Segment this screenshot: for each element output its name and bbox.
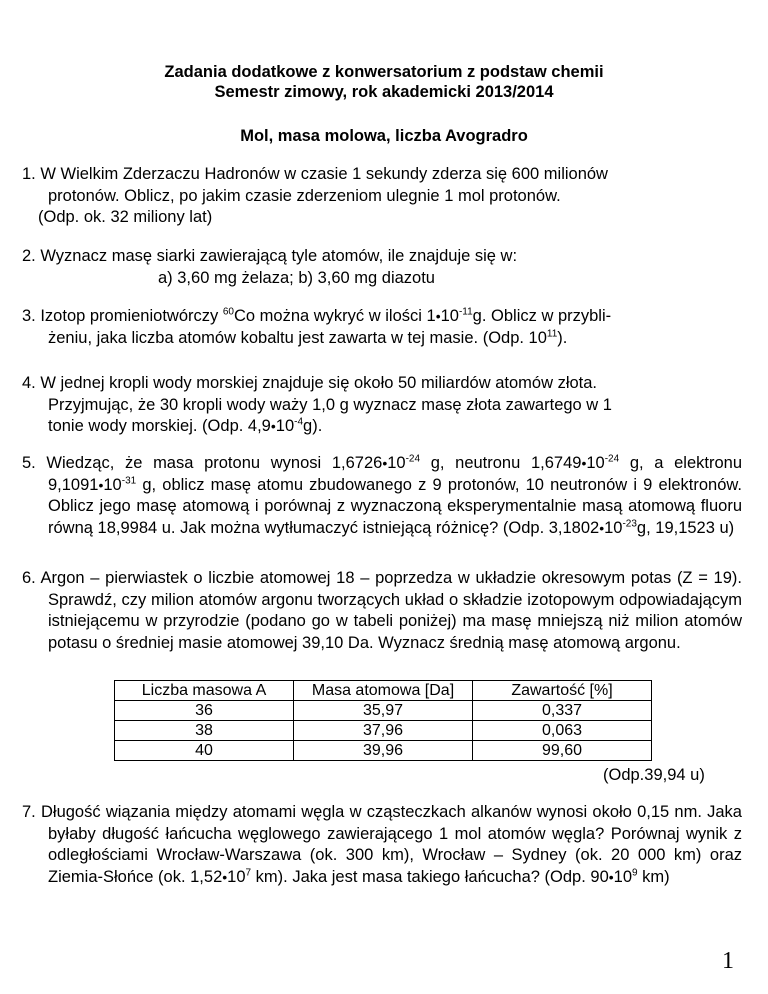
page-number: 1 [722,948,734,974]
task-3-line-2: żeniu, jaka liczba atomów kobaltu jest zawarta w tej masie. (Odp. $10^{11}$). [48,328,568,347]
task-2-line-2: a) 3,60 mg żelaza; b) 3,60 mg diazotu [158,268,435,287]
task-4-line-3: tonie wody morskiej. (Odp. $4,9•10^{-4}g$). [48,416,323,435]
table-row [115,741,652,761]
task-1-line-1: 1. W Wielkim Zderzaczu Hadronów w czasie 1 sekundy zderza się 600 milionów [22,165,608,183]
task-7: 7. Długość wiązania między atomami węgla w cząsteczkach alkanów wynosi około 0,15 nm. Jaka byłaby długość łańcucha węglowego zawierającego 1 mol atomów węgla? Porównaj wynik z odległościami Wrocław-Warszawa (ok. 300 km), Wrocław – Sydney (ok. 20 000 km) oraz Ziemia-Słońce (ok. $1,52•10^7$ km). Jaka jest masa takiego łańcucha? (Odp. $90•10^9$ km) [22,803,742,886]
task-1 [22,164,742,229]
table-cell: 40 [115,741,294,761]
table-cell: 39,96 [294,741,473,761]
task-5: 5. Wiedząc, że masa protonu wynosi $1,6726•10^{-24}$ g, neutronu $1,6749•10^{-24}$ g, a elektronu $9,1091•10^{-31}$ g, oblicz masę atomu zbudowanego z 9 protonów, 10 neutronów i 9 elektronów. Oblicz jego masę atomową i porównaj z wyznaczoną eksperymentalnie masą atomową fluoru równą 18,9984 u. Jak można wytłumaczyć istniejącą różnicę? (Odp. $3,1802•10^{-23}g$, 19,1523 u) [22,453,742,537]
task-6-answer: (Odp.39,94 u) [603,766,705,784]
task-1-answer: (Odp. ok. 32 miliony lat) [38,208,213,226]
task-3 [22,306,742,349]
table-cell: 37,96 [294,721,473,741]
table-row [115,721,652,741]
table-header-row [115,681,652,701]
table-header-cell: Liczba masowa A [115,681,294,701]
table-cell: 38 [115,721,294,741]
section-title: Mol, masa molowa, liczba Avogradro [240,127,528,145]
table-cell: 0,337 [473,701,652,721]
document-header [0,62,768,102]
table-header-cell: Masa atomowa [Da] [294,681,473,701]
header-semester: Semestr zimowy, rok akademicki 2013/2014 [214,83,554,101]
task-1-line-2: protonów. Oblicz, po jakim czasie zderzeniom ulegnie 1 mol protonów. [48,186,561,205]
table-row [115,701,652,721]
task-4-line-2: Przyjmując, że 30 kropli wody waży 1,0 g wyznacz masę złota zawartego w 1 [48,395,612,414]
task-4 [22,373,742,438]
task-4-line-1: 4. W jednej kropli wody morskiej znajduje się około 50 miliardów atomów złota. [22,374,598,392]
task-3-line-1: 3. Izotop promieniotwórczy $^{60}$Co można wykryć w ilości $1•10^{-11}g$. Oblicz w przybli- [22,306,612,325]
task-6: 6. Argon – pierwiastek o liczbie atomowej 18 – poprzedza w układzie okresowym potas (Z = 19). Sprawdź, czy milion atomów argonu tworzących układ o składzie izotopowym odpowiadającym istniejącemu w przyrodzie (podano go w tabeli poniżej) ma masę mniejszą niż milion atomów potasu o średniej masie atomowej 39,10 Da. Wyznacz średnią masę atomową argonu. [22,569,742,652]
task-2 [22,246,742,289]
task-2-line-1: 2. Wyznacz masę siarki zawierającą tyle atomów, ile znajduje się w: [22,247,518,265]
header-title: Zadania dodatkowe z konwersatorium z podstaw chemii [164,63,604,81]
table-cell: 0,063 [473,721,652,741]
table-cell: 36 [115,701,294,721]
table-cell: 99,60 [473,741,652,761]
table-cell: 35,97 [294,701,473,721]
argon-isotope-table [114,680,652,761]
table-header-cell: Zawartość [%] [473,681,652,701]
